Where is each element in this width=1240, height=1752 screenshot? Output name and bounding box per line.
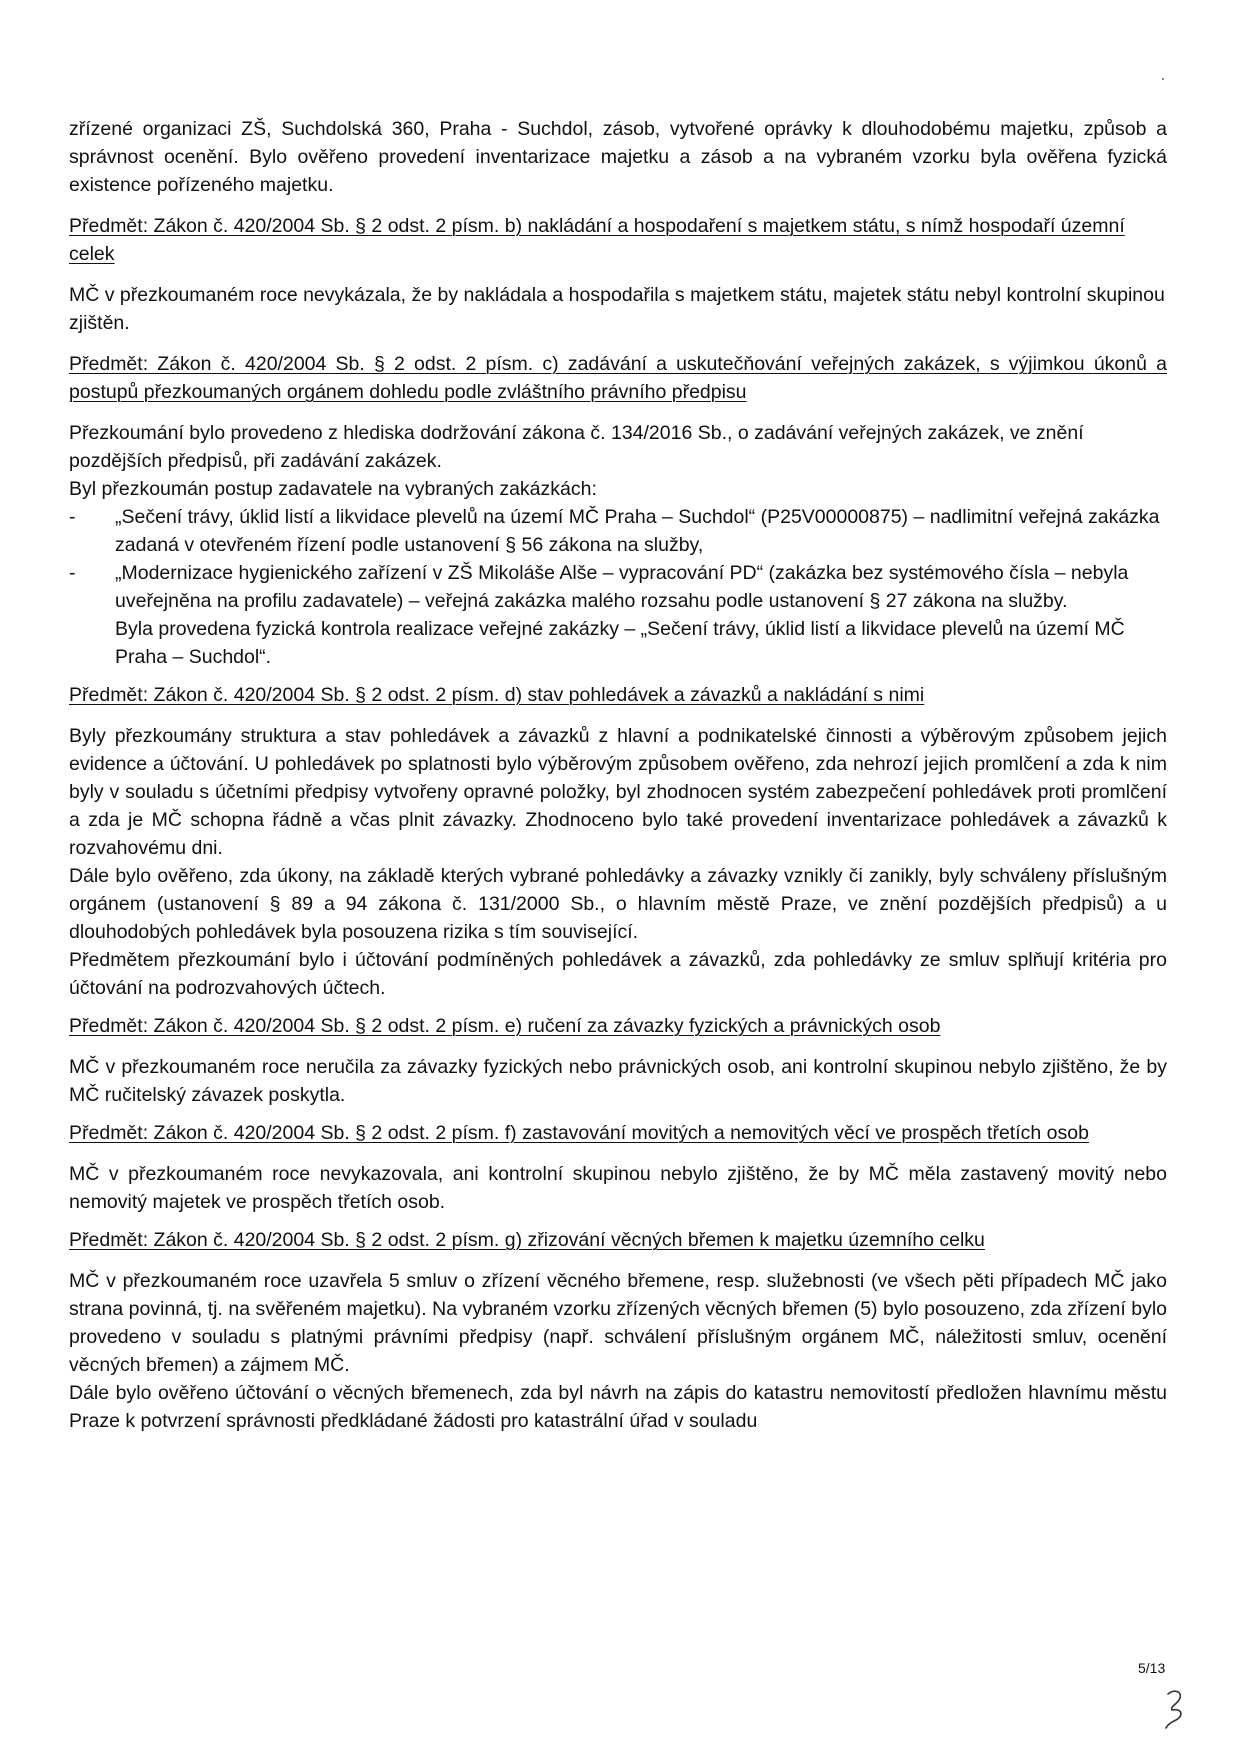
list-item-text: „Sečení trávy, úklid listí a likvidace plevelů na území MČ Praha – Suchdol“ (P25V00000875) – nadlimitní veřejná zakázka zadaná v otevřeném řízení podle ustanovení § 56 zákona na služby, [115, 506, 1160, 556]
heading-section-d: Předmět: Zákon č. 420/2004 Sb. § 2 odst. 2 písm. d) stav pohledávek a závazků a nakládání s nimi [69, 684, 925, 706]
heading-section-g: Předmět: Zákon č. 420/2004 Sb. § 2 odst. 2 písm. g) zřizování věcných břemen k majetku územního celku [69, 1229, 985, 1251]
list-item-text: „Modernizace hygienického zařízení v ZŠ Mikoláše Alše – vypracování PD“ (zakázka bez systémového čísla – nebyla uveřejněna na profilu zadavatele) – veřejná zakázka malého rozsahu podle ustanovení § 27 zákona na služby. [115, 562, 1129, 612]
contract-list [69, 503, 1167, 615]
page-content [69, 115, 1167, 1435]
paragraph-section-d-1: Byly přezkoumány struktura a stav pohledávek a závazků z hlavní a podnikatelské činnosti a výběrovým způsobem jejich evidence a účtování. U pohledávek po splatnosti bylo výběrovým způsobem ověřeno, zda nehrozí jejich promlčení a zda k nim byly v souladu s účetními předpisy vytvořeny opravné položky, byl zhodnocen systém zabezpečení pohledávek proti promlčení a zda je MČ schopna řádně a včas plnit závazky. Zhodnoceno bylo také provedení inventarizace pohledávek a závazků k rozvahovému dni. [69, 725, 1167, 859]
list-item [69, 559, 1167, 615]
heading-section-e: Předmět: Zákon č. 420/2004 Sb. § 2 odst. 2 písm. e) ručení za závazky fyzických a právnických osob [69, 1015, 941, 1037]
paragraph-section-e: MČ v přezkoumaném roce neručila za závazky fyzických nebo právnických osob, ani kontrolní skupinou nebylo zjištěno, že by MČ ručitelský závazek poskytla. [69, 1056, 1167, 1106]
heading-section-c: Předmět: Zákon č. 420/2004 Sb. § 2 odst. 2 písm. c) zadávání a uskutečňování veřejných zakázek, s výjimkou úkonů a postupů přezkoumaných orgánem dohledu podle zvláštního právního předpisu [69, 353, 1167, 403]
page-number: 5/13 [1138, 1660, 1166, 1676]
paragraph-section-d-2: Dále bylo ověřeno, zda úkony, na základě kterých vybrané pohledávky a závazky vznikly či zanikly, byly schváleny příslušným orgánem (ustanovení § 89 a 94 zákona č. 131/2000 Sb., o hlavním městě Praze, ve znění pozdějších předpisů) a u dlouhodobých pohledávek byla posouzena rizika s tím související. [69, 865, 1167, 943]
paragraph-section-f: MČ v přezkoumaném roce nevykazovala, ani kontrolní skupinou nebylo zjištěno, že by MČ měla zastavený movitý nebo nemovitý majetek ve prospěch třetích osob. [69, 1163, 1167, 1213]
paragraph-section-d-3: Předmětem přezkoumání bylo i účtování podmíněných pohledávek a závazků, zda pohledávky ze smluv splňují kritéria pro účtování na podrozvahových účtech. [69, 949, 1167, 999]
paragraph-section-c-1: Přezkoumání bylo provedeno z hlediska dodržování zákona č. 134/2016 Sb., o zadávání veřejných zakázek, ve znění pozdějších předpisů, při zadávání zakázek. [69, 422, 1084, 472]
paragraph-section-g-1: MČ v přezkoumaném roce uzavřela 5 smluv o zřízení věcného břemene, resp. služebnosti (ve všech pěti případech MČ jako strana povinná, tj. na svěřeném majetku). Na vybraném vzorku zřízených věcných břemen (5) bylo posouzeno, zda zřízení bylo provedeno v souladu s platnými právními předpisy (např. schválení příslušným orgánem MČ, náležitosti smluv, ocenění věcných břemen) a zájmem MČ. [69, 1270, 1167, 1376]
dash-bullet: - [69, 506, 76, 528]
paragraph-section-c-3: Byla provedena fyzická kontrola realizace veřejné zakázky – „Sečení trávy, úklid listí a likvidace plevelů na území MČ Praha – Suchdol“. [115, 618, 1125, 668]
list-item [69, 503, 1167, 559]
handwritten-initial-mark [1160, 1688, 1190, 1730]
paragraph-section-g-2: Dále bylo ověřeno účtování o věcných břemenech, zda byl návrh na zápis do katastru nemovitostí předložen hlavnímu městu Praze k potvrzení správnosti předkládané žádosti pro katastrální úřad v souladu [69, 1382, 1167, 1432]
paragraph-section-b: MČ v přezkoumaném roce nevykázala, že by nakládala a hospodařila s majetkem státu, majetek státu nebyl kontrolní skupinou zjištěn. [69, 284, 1165, 334]
dash-bullet: - [69, 562, 76, 584]
paragraph-intro: zřízené organizaci ZŠ, Suchdolská 360, Praha - Suchdol, zásob, vytvořené oprávky k dlouhodobému majetku, způsob a správnost ocenění. Bylo ověřeno provedení inventarizace majetku a zásob a na vybraném vzorku byla ověřena fyzická existence pořízeného majetku. [69, 118, 1167, 196]
heading-section-b: Předmět: Zákon č. 420/2004 Sb. § 2 odst. 2 písm. b) nakládání a hospodaření s majetkem státu, s nímž hospodaří územní celek [69, 215, 1125, 265]
heading-section-f: Předmět: Zákon č. 420/2004 Sb. § 2 odst. 2 písm. f) zastavování movitých a nemovitých věcí ve prospěch třetích osob [69, 1122, 1089, 1144]
scan-speck [1162, 78, 1164, 80]
paragraph-section-c-2: Byl přezkoumán postup zadavatele na vybraných zakázkách: [69, 478, 597, 500]
